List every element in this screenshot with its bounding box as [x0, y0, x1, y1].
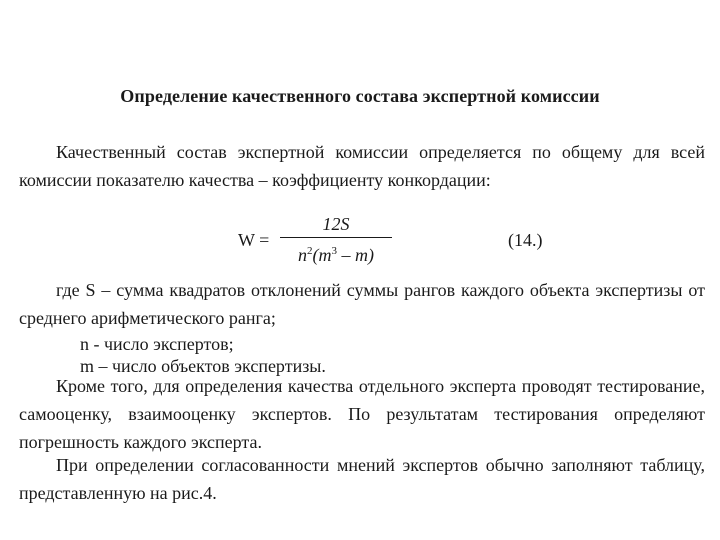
formula-fraction — [278, 212, 394, 264]
formula-denominator — [278, 238, 394, 264]
page-title: Определение качественного состава экспертной комиссии — [120, 86, 600, 106]
formula-numerator: 12S — [322, 214, 350, 234]
den-n: n — [298, 245, 307, 265]
formula-lhs: W = — [238, 230, 270, 250]
den-exp-3: 3 — [331, 245, 337, 257]
list-item: m – число объектов экспертизы. — [80, 356, 326, 376]
paragraph-table: При определении согласованности мнений экспертов обычно заполняют таблицу, представленную на рис.4. — [19, 455, 705, 503]
equation-number: (14.) — [508, 230, 543, 250]
den-close: – m) — [337, 245, 374, 265]
paragraph-intro: Качественный состав экспертной комиссии определяется по общему для всей комиссии показателю качества – коэффициенту конкордации: — [19, 142, 705, 190]
den-exp-2: 2 — [307, 245, 313, 257]
paragraph-where: где S – сумма квадратов отклонений суммы рангов каждого объекта экспертизы от среднего арифметического ранга; — [19, 280, 705, 328]
formula-concordance — [238, 212, 538, 272]
den-open: (m — [312, 245, 332, 265]
paragraph-testing: Кроме того, для определения качества отдельного эксперта проводят тестирование, самооценку, взаимооценку экспертов. По результатам тестирования определяют погрешность каждого эксперта. — [19, 376, 705, 452]
list-item: n - число экспертов; — [80, 334, 234, 354]
